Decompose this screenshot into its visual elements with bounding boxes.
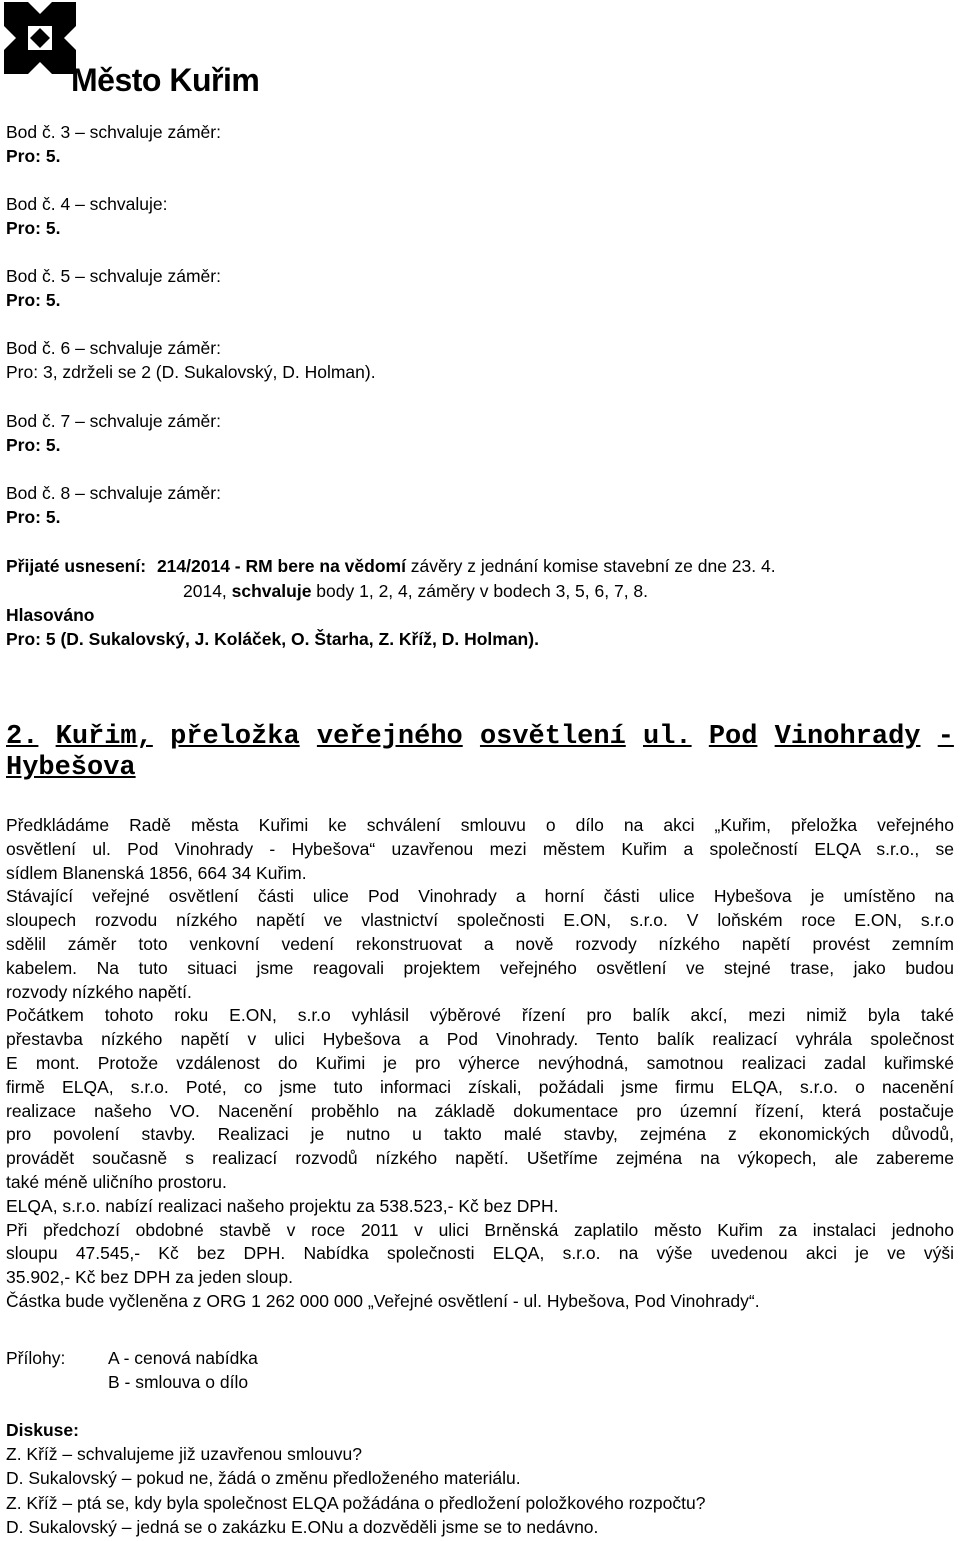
heading-word: - xyxy=(937,722,954,752)
x-logo-mark-icon xyxy=(4,2,76,74)
resolution-line-2 xyxy=(183,580,648,602)
paragraph-line: rozvody nízkého napětí. xyxy=(6,981,192,1002)
paragraph-line: také méně uličního prostoru. xyxy=(6,1171,227,1192)
discussion-item: D. Sukalovský – pokud ne, žádá o změnu předloženého materiálu. xyxy=(6,1468,521,1488)
vote-item: Bod č. 3 – schvaluje záměr: xyxy=(6,122,221,142)
section-heading-line-1 xyxy=(6,722,954,753)
attachment-item: A - cenová nabídka xyxy=(108,1348,258,1368)
paragraph-line: firmě ELQA, s.r.o. Poté, co jsme tuto informaci získali, požádali jsme firmu ELQA, s.r.o. o nacenění xyxy=(6,1076,954,1097)
resolution-text-2a: 2014, xyxy=(183,581,232,601)
paragraph-line: osvětlení ul. Pod Vinohrady - Hybešova“ uzavřenou mezi městem Kuřim a společností ELQA s.r.o., se xyxy=(6,838,954,859)
paragraph-line: pro povolení stavby. Realizaci je nutno u takto malé stavby, zejména z ekonomických důvodů, xyxy=(6,1124,954,1145)
vote-result: Pro: 5. xyxy=(6,218,61,238)
vote-item: Bod č. 5 – schvaluje záměr: xyxy=(6,266,221,286)
paragraph-line: Stávající veřejné osvětlení části ulice Pod Vinohrady a horní části ulice Hybešova je umístěno na xyxy=(6,886,954,907)
paragraph-line: 35.902,- Kč bez DPH za jeden sloup. xyxy=(6,1267,293,1288)
section-heading-line-2: Hybešova xyxy=(6,753,136,783)
heading-word: osvětlení xyxy=(479,722,626,752)
resolution-label: Přijaté usnesení: xyxy=(6,556,147,576)
heading-word: přeložka xyxy=(170,722,300,752)
heading-word: Kuřim, xyxy=(55,722,153,752)
resolution-line-1 xyxy=(6,555,776,577)
city-logo xyxy=(4,2,264,98)
attachment-item: B - smlouva o dílo xyxy=(108,1372,249,1392)
resolution-approves: schvaluje xyxy=(231,581,312,601)
heading-word: Pod xyxy=(708,722,758,752)
paragraph-line: kabelem. Na tuto situaci jsme reagovali projektem veřejného osvětlení ve stejné trase, jako budou xyxy=(6,957,954,978)
paragraph-line: sloupu 47.545,- Kč bez DPH. Nabídka společnosti ELQA, s.r.o. na výše uvedenou akci je ve výši xyxy=(6,1243,954,1264)
paragraph-line: provádět současně s realizací rozvodů nízkého napětí. Ušetříme zejména na výkopech, ale zabereme xyxy=(6,1148,954,1169)
vote-item: Bod č. 6 – schvaluje záměr: xyxy=(6,338,221,358)
vote-result: Pro: 5. xyxy=(6,507,61,527)
discussion-label: Diskuse: xyxy=(6,1420,79,1440)
vote-item: Bod č. 7 – schvaluje záměr: xyxy=(6,411,221,431)
discussion-item: Z. Kříž – schvalujeme již uzavřenou smlouvu? xyxy=(6,1444,362,1464)
vote-item: Bod č. 4 – schvaluje: xyxy=(6,194,168,214)
paragraph-line: Částka bude vyčleněna z ORG 1 262 000 000 „Veřejné osvětlení - ul. Hybešova, Pod Vinohrady“. xyxy=(6,1290,760,1311)
resolution-text-2b: body 1, 2, 4, záměry v bodech 3, 5, 6, 7, 8. xyxy=(311,581,649,601)
heading-word: veřejného xyxy=(316,722,463,752)
vote-item: Bod č. 8 – schvaluje záměr: xyxy=(6,483,221,503)
resolution-number: 214/2014 - RM bere na vědomí xyxy=(156,556,406,576)
voted-result: Pro: 5 (D. Sukalovský, J. Koláček, O. Štarha, Z. Kříž, D. Holman). xyxy=(6,629,539,649)
paragraph-line: realizace našeho VO. Nacenění proběhlo na základě dokumentace pro územní řízení, která postačuje xyxy=(6,1100,954,1121)
vote-result: Pro: 5. xyxy=(6,290,61,310)
paragraph-line: sdělil záměr toto venkovní vedení rekonstruovat a nově rozvody nízkého napětí provést zemním xyxy=(6,933,954,954)
vote-result: Pro: 5. xyxy=(6,146,61,166)
paragraph-line: E mont. Protože vzdálenost do Kuřimi je pro výherce nevýhodná, samotnou realizaci zadal kuřimské xyxy=(6,1052,954,1073)
section-body xyxy=(6,814,954,1314)
logo-text: Město Kuřim xyxy=(71,62,260,98)
vote-result: Pro: 3, zdrželi se 2 (D. Sukalovský, D. Holman). xyxy=(6,362,376,382)
paragraph-line: sloupech rozvodu nízkého napětí ve vlastnictví společnosti E.ON, s.r.o. V loňském roce E.ON, s.r.o xyxy=(6,910,954,931)
heading-word: Vinohrady xyxy=(774,722,921,752)
paragraph-line: přestavba nízkého napětí v ulici Hybešova a Pod Vinohrady. Tento balík realizací vyhrála společnost xyxy=(6,1029,954,1050)
voted-label: Hlasováno xyxy=(6,605,95,625)
paragraph-line: sídlem Blanenská 1856, 664 34 Kuřim. xyxy=(6,862,307,883)
paragraph-line: ELQA, s.r.o. nabízí realizaci našeho projektu za 538.523,- Kč bez DPH. xyxy=(6,1195,559,1216)
heading-word: ul. xyxy=(643,722,692,752)
discussion-item: Z. Kříž – ptá se, kdy byla společnost ELQA požádána o předložení položkového rozpočtu? xyxy=(6,1493,706,1513)
paragraph-line: Při předchozí obdobné stavbě v roce 2011 v ulici Brněnská zaplatilo město Kuřim za instalaci jednoho xyxy=(6,1219,954,1240)
section-heading xyxy=(6,722,954,784)
discussion-item: D. Sukalovský – jedná se o zakázku E.ONu a dozvěděli jsme se to nedávno. xyxy=(6,1517,599,1537)
heading-word: 2. xyxy=(6,722,39,752)
resolution-text-1: závěry z jednání komise stavební ze dne 23. 4. xyxy=(405,556,776,576)
paragraph-line: Předkládáme Radě města Kuřimi ke schválení smlouvu o dílo na akci „Kuřim, přeložka veřejného xyxy=(6,815,954,835)
attachments-label: Přílohy: xyxy=(6,1348,66,1368)
vote-result: Pro: 5. xyxy=(6,435,61,455)
paragraph-line: Počátkem tohoto roku E.ON, s.r.o vyhlásil výběrové řízení pro balík akcí, mezi nimiž byla také xyxy=(6,1005,954,1026)
